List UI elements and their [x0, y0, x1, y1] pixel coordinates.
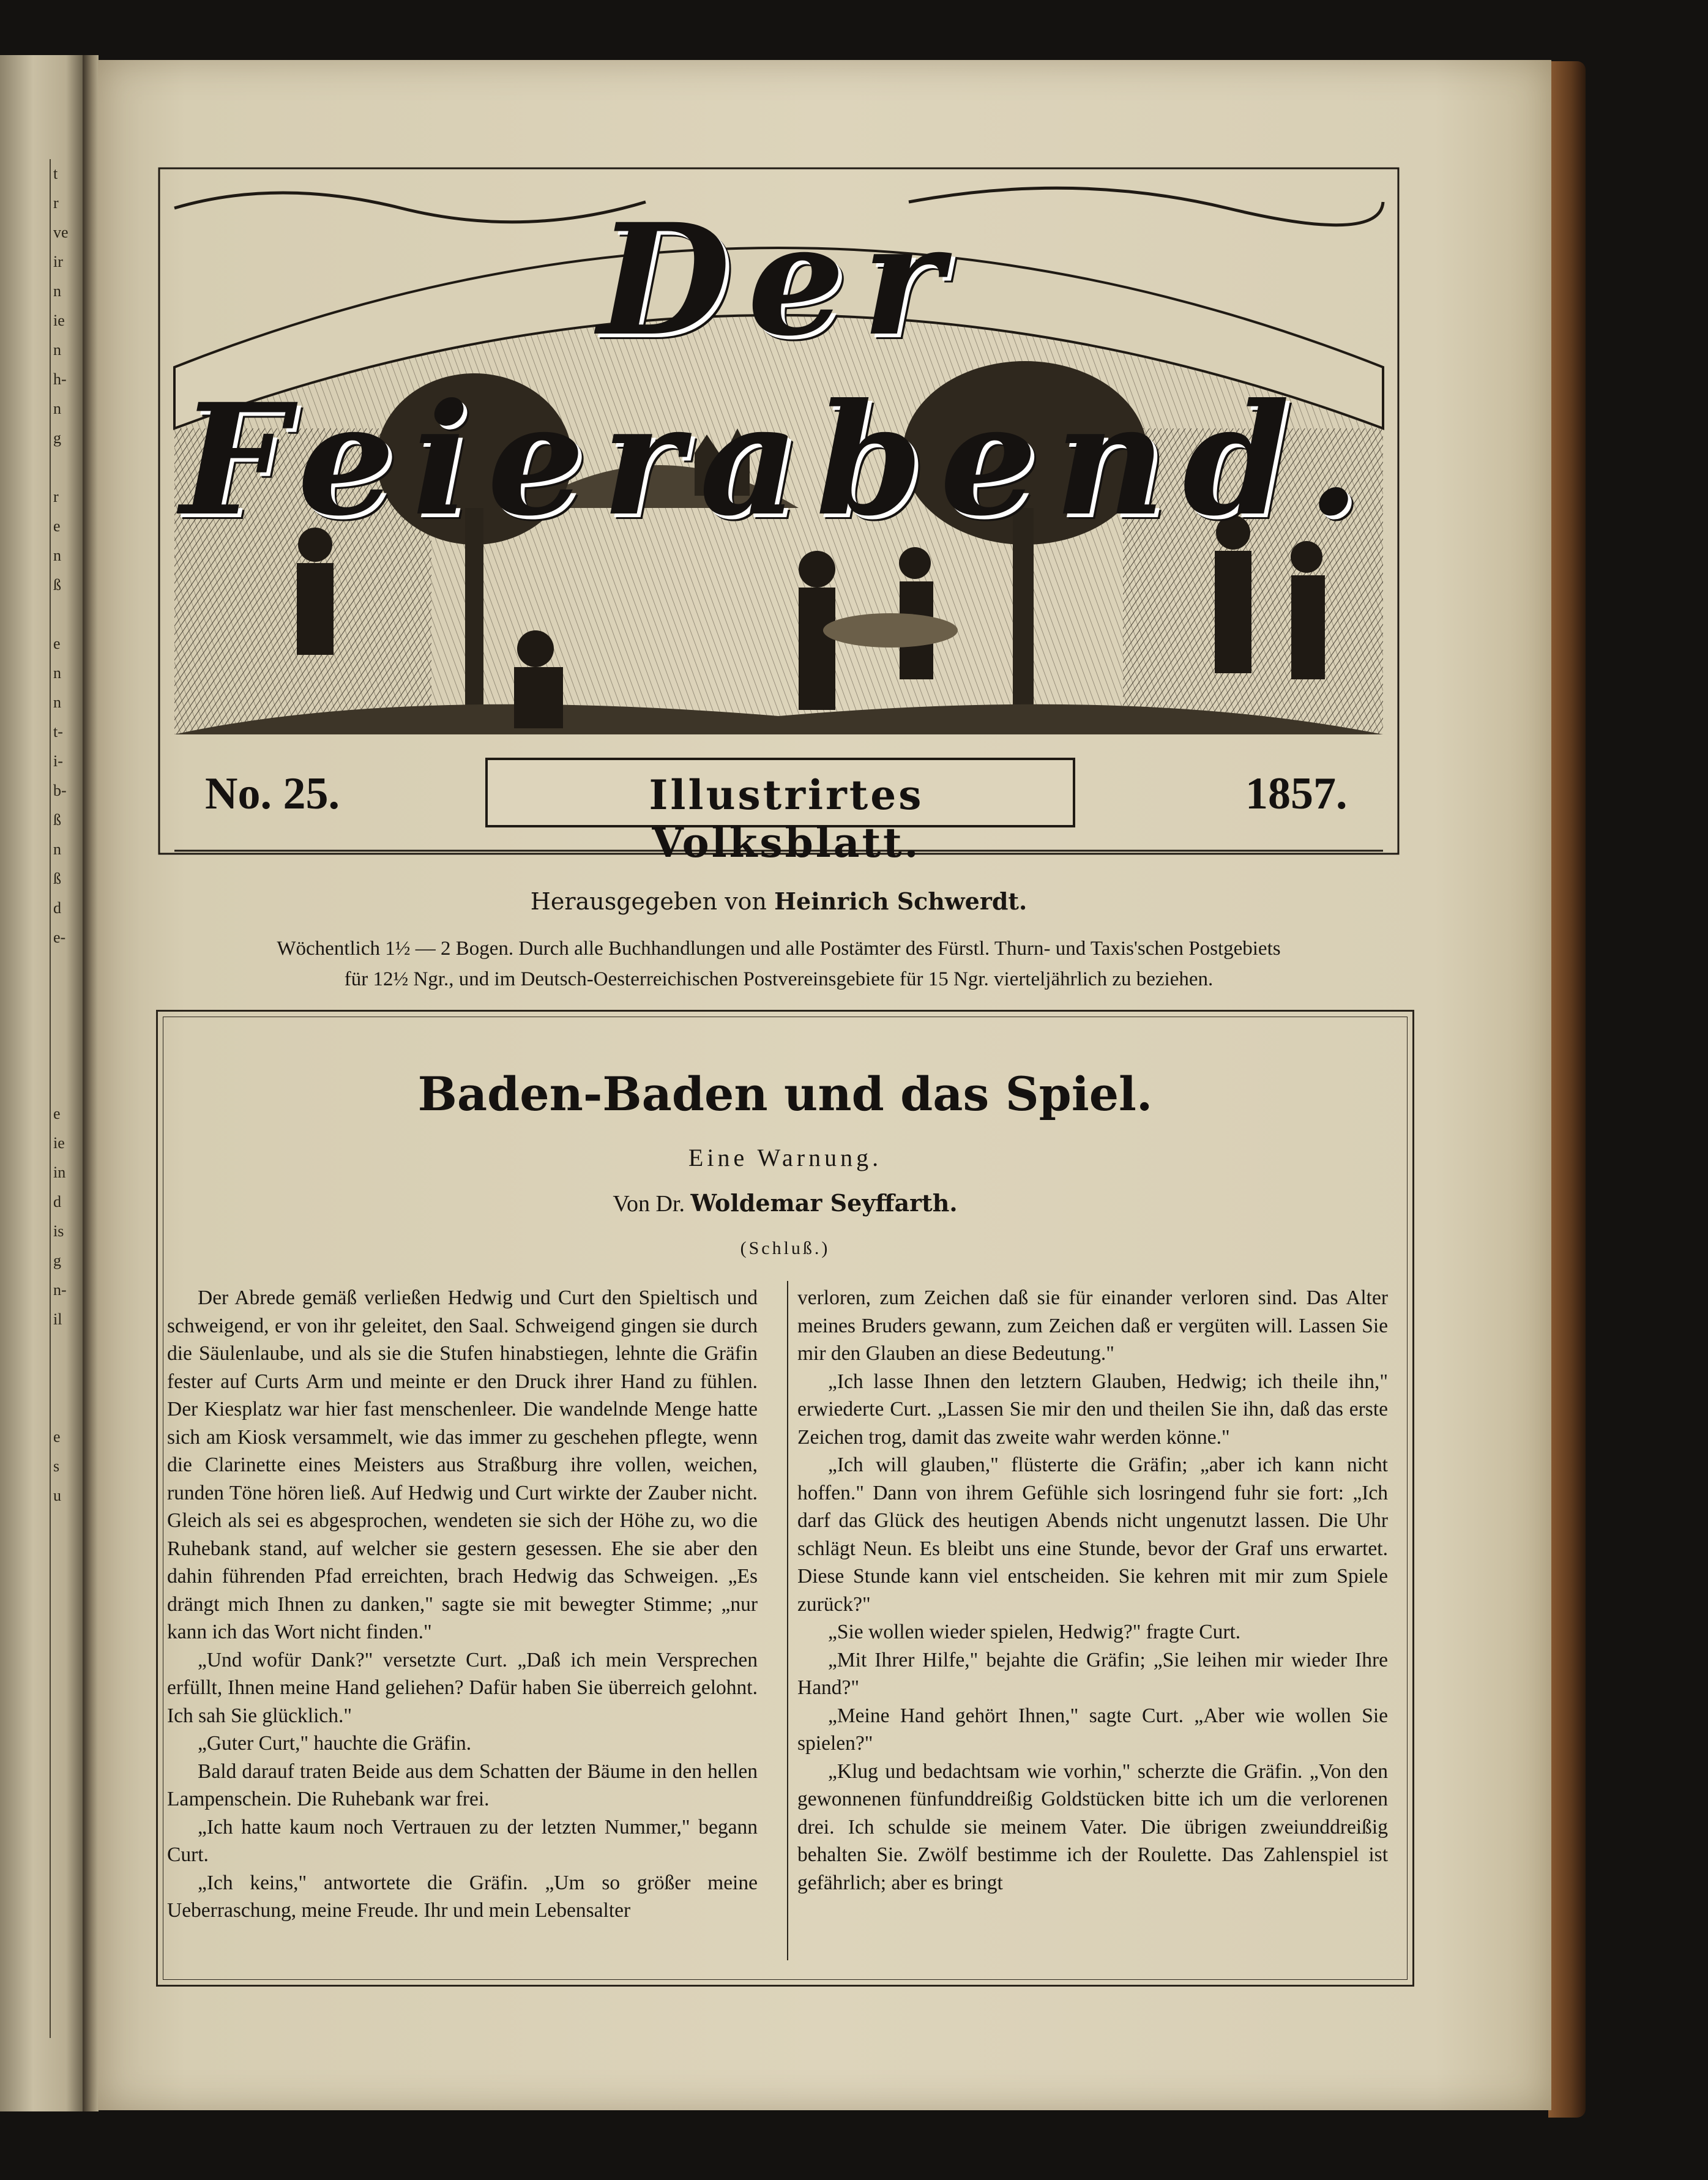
paragraph: „Klug und bedachtsam wie vorhin," scherzte die Gräfin. „Von den gewonnenen fünfunddreißig Goldstücken bitte ich um die verlorenen drei. Ich schulde sie meinem Vater. Die übrigen zweiunddreißig behalten Sie. Zwölf bestimme ich der Roulette. Das Zahlenspiel ist gefährlich; aber es bringt	[797, 1760, 1388, 1894]
article-title: Baden-Baden und das Spiel.	[417, 1067, 1153, 1121]
column-divider	[787, 1281, 788, 1960]
terms-line-1: Wöchentlich 1½ — 2 Bogen. Durch alle Buchhandlungen und alle Postämter des Fürstl. Thurn- und Taxis'schen Postgebiets	[277, 938, 1281, 960]
issue-year: 1857.	[1245, 769, 1348, 819]
paragraph: „Meine Hand gehört Ihnen," sagte Curt. „Aber wie wollen Sie spielen?"	[797, 1704, 1388, 1755]
paragraph: „Guter Curt," hauchte die Gräfin.	[198, 1732, 472, 1755]
paragraph: Der Abrede gemäß verließen Hedwig und Curt den Spieltisch und schweigend, er von ihr geleitet, den Saal. Schweigend gingen sie durch die Säulenlaube, und als sie die Stufen hinabstiegen, lehnte die Gräfin fester auf Curts Arm und meinte er den Druck ihrer Hand zu fühlen. Der Kiesplatz war hier fast menschenleer. Die wandelnde Menge hatte sich am Kiosk versammelt, wie das immer zu geschehen pflegte, wenn die Clarinette eines Meisters aus Straßburg ihre vollen, weichen, runden Töne hören ließ. Auf Hedwig und Curt wirkte der Zauber nicht. Gleich als sei es abgesprochen, wendeten sie sich der Höhe zu, wo die Ruhebank stand, auf welcher sie gestern gesessen. Ehe sie aber den dahin führenden Pfad erreichten, brach Hedwig das Schweigen. „Es drängt mich Ihnen zu danken," sagte sie mit bewegter Stimme; „nur kann ich das Wort nicht finden."	[167, 1286, 758, 1643]
paragraph: „Und wofür Dank?" versetzte Curt. „Daß ich mein Versprechen erfüllt, Ihnen meine Hand geliehen? Dafür haben Sie überreich gelohnt. Ich sah Sie glücklich."	[167, 1648, 758, 1727]
author-name: Woldemar Seyffarth.	[690, 1189, 958, 1217]
masthead	[156, 165, 1401, 881]
paragraph: verloren, zum Zeichen daß sie für einander verloren sind. Das Alter meines Bruders gewann, zum Zeichen daß er vergüten will. Lassen Sie mir den Glauben an diese Bedeutung."	[797, 1286, 1388, 1365]
book-spine-edge	[1548, 61, 1586, 2118]
editor-prefix: Herausgegeben von	[530, 888, 767, 915]
subscription-terms	[156, 933, 1401, 995]
author-prefix: Von Dr.	[613, 1191, 685, 1217]
article-frame	[156, 1010, 1414, 1987]
issue-number: No. 25.	[205, 769, 340, 819]
terms-line-2: für 12½ Ngr., und im Deutsch-Oesterreichischen Postvereinsgebiete für 15 Ngr. vierteljährlich zu beziehen.	[344, 968, 1214, 990]
article-author	[158, 1189, 1412, 1217]
publication-info	[156, 887, 1401, 995]
paragraph: „Ich lasse Ihnen den letztern Glauben, Hedwig; ich theile ihn," erwiederte Curt. „Lassen Sie mir den und theilen Sie ihn, daß das erste Zeichen trog, damit das zweite wahr werden könne."	[797, 1370, 1388, 1449]
article-continuation-note: (Schluß.)	[740, 1238, 830, 1258]
paragraph: „Ich hatte kaum noch Vertrauen zu der letzten Nummer," begann Curt.	[167, 1815, 758, 1866]
book-gutter	[83, 55, 99, 2111]
paragraph: „Ich will glauben," flüsterte die Gräfin; „aber ich kann nicht hoffen." Dann von ihrem Gefühle sich losringend fuhr sie fort: „Ich darf das Glück des heutigen Abends nicht ungenutzt lassen. Die Uhr schlägt Neun. Es bleibt uns eine Stunde, bevor der Graf uns erwartet. Diese Stunde kann viel entscheiden. Sie kehren mit mir zum Spiele zurück?"	[797, 1454, 1388, 1616]
paragraph: „Mit Ihrer Hilfe," bejahte die Gräfin; „Sie leihen mir wieder Ihre Hand?"	[797, 1648, 1388, 1699]
paragraph: „Sie wollen wieder spielen, Hedwig?" fragte Curt.	[828, 1621, 1241, 1643]
paragraph: Bald darauf traten Beide aus dem Schatten der Bäume in den hellen Lampenschein. Die Ruhebank war frei.	[167, 1760, 758, 1810]
article-column-right	[797, 1284, 1388, 1897]
masthead-subtitle: Illustrirtes Volksblatt.	[649, 771, 924, 867]
left-page-margin-text: t r ve ir n ie n h- n g r e n ß e n n t- i- b- ß n ß d e- e ie in d is g n- il e s u	[50, 159, 72, 2038]
article-subtitle: Eine Warnung.	[688, 1144, 882, 1171]
article-column-left	[167, 1284, 758, 1925]
editor-line	[156, 887, 1401, 915]
left-facing-page	[0, 55, 83, 2111]
editor-name: Heinrich Schwerdt.	[774, 887, 1027, 915]
masthead-title: Der Feierabend.	[180, 190, 1378, 550]
paragraph: „Ich keins," antwortete die Gräfin. „Um so größer meine Ueberraschung, meine Freude. Ihr und mein Lebensalter	[167, 1871, 758, 1922]
